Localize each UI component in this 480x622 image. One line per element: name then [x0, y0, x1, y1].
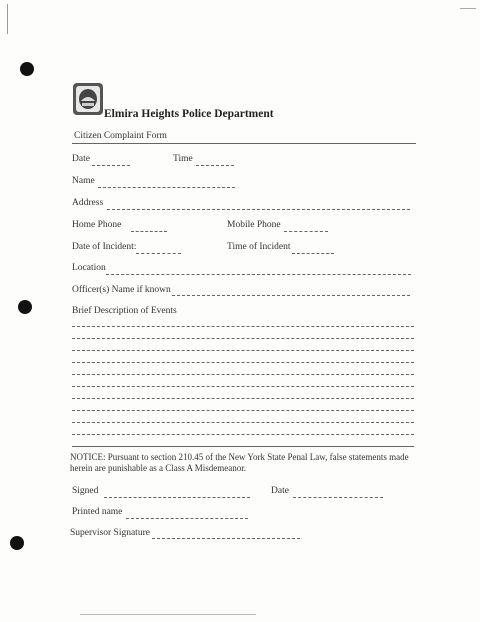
time-of-incident-field[interactable]: [292, 253, 334, 254]
printed-name-label: Printed name: [72, 507, 123, 517]
time-label: Time: [173, 154, 193, 164]
signed-label: Signed: [72, 486, 99, 496]
description-label: Brief Description of Events: [72, 306, 177, 316]
address-label: Address: [72, 198, 104, 208]
punch-hole: [18, 300, 32, 314]
description-line[interactable]: [72, 374, 414, 375]
supervisor-signature-field[interactable]: [152, 538, 300, 539]
description-line[interactable]: [72, 398, 414, 399]
footer-rule: [80, 614, 256, 615]
scan-edge-mark: [7, 4, 8, 34]
mobile-phone-label: Mobile Phone: [227, 220, 281, 230]
home-phone-field[interactable]: [131, 231, 167, 232]
description-line[interactable]: [72, 326, 414, 327]
name-label: Name: [72, 176, 95, 186]
printed-name-field[interactable]: [126, 518, 248, 519]
title-rule: [72, 143, 416, 144]
location-field[interactable]: [106, 274, 411, 275]
time-of-incident-label: Time of Incident: [227, 242, 291, 252]
time-field[interactable]: [196, 165, 234, 166]
description-end-rule: [72, 446, 414, 447]
signature-field[interactable]: [104, 497, 250, 498]
officer-field[interactable]: [172, 295, 410, 296]
penal-law-notice: NOTICE: Pursuant to section 210.45 of the New York State Penal Law, false statements made herein are punishable as a Class A Misdemeanor.: [70, 452, 409, 473]
punch-hole: [20, 62, 34, 76]
home-phone-label: Home Phone: [72, 220, 122, 230]
scan-corner-mark: [460, 8, 476, 9]
department-title: Elmira Heights Police Department: [104, 108, 274, 120]
date-field[interactable]: [92, 165, 130, 166]
address-field[interactable]: [107, 209, 410, 210]
form-title: Citizen Complaint Form: [74, 131, 167, 141]
date-of-incident-field[interactable]: [136, 253, 181, 254]
date-label: Date: [72, 154, 90, 164]
description-line[interactable]: [72, 362, 414, 363]
officer-label: Officer(s) Name if known: [72, 285, 171, 295]
date-of-incident-label: Date of Incident:: [72, 242, 137, 252]
location-label: Location: [72, 263, 106, 273]
description-line[interactable]: [72, 386, 414, 387]
description-line[interactable]: [72, 434, 414, 435]
description-line[interactable]: [72, 422, 414, 423]
name-field[interactable]: [98, 187, 235, 188]
description-line[interactable]: [72, 410, 414, 411]
punch-hole: [10, 536, 24, 550]
police-seal-icon: [72, 82, 104, 116]
description-line[interactable]: [72, 350, 414, 351]
description-line[interactable]: [72, 338, 414, 339]
mobile-phone-field[interactable]: [284, 231, 328, 232]
sign-date-field[interactable]: [293, 497, 383, 498]
supervisor-signature-label: Supervisor Signature: [70, 528, 150, 538]
sign-date-label: Date: [271, 486, 289, 496]
